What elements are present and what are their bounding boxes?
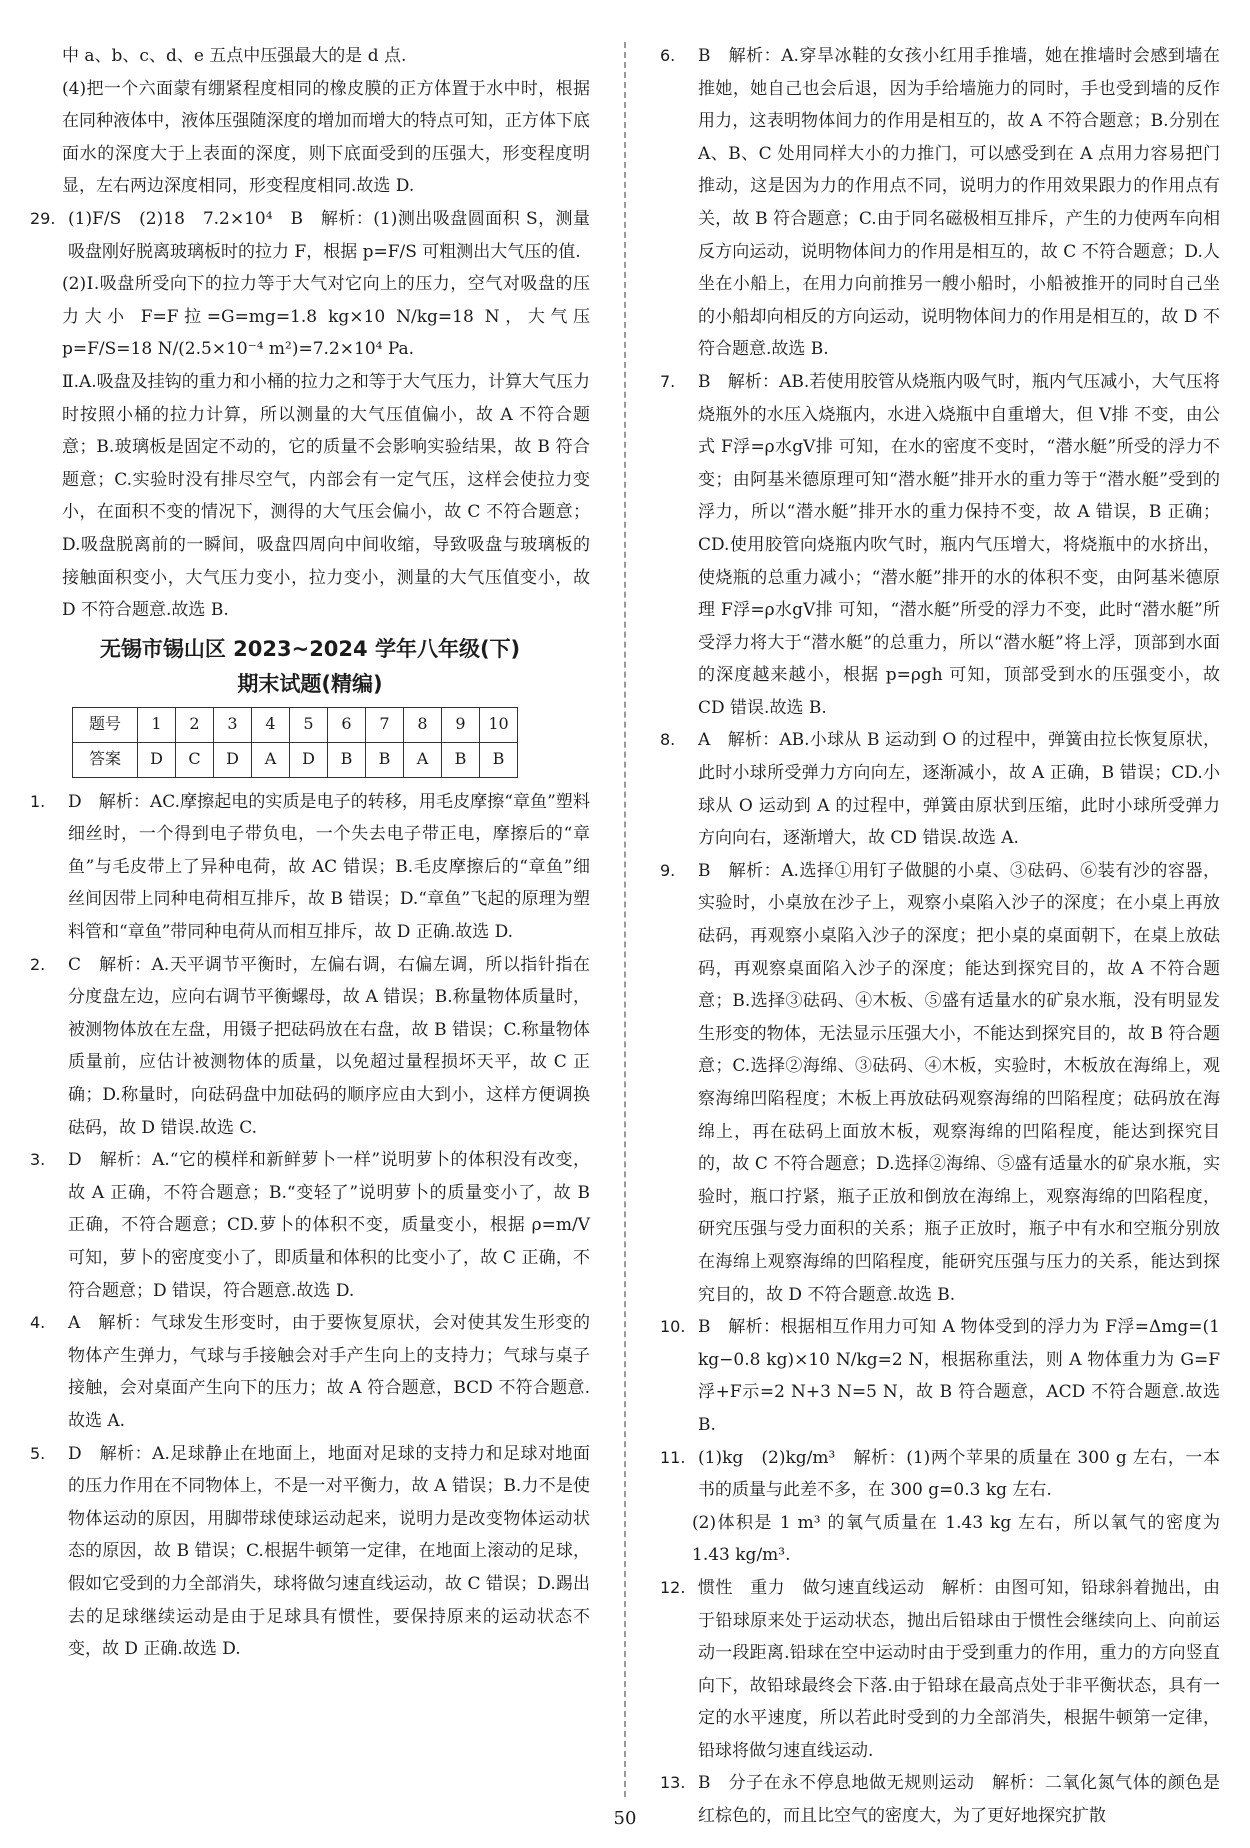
question-11 [660, 1442, 1220, 1507]
question-12 [660, 1572, 1220, 1768]
exam-title: 无锡市锡山区 2023~2024 学年八年级(下) [99, 636, 521, 661]
table-cell: 4 [252, 707, 290, 742]
question-text: B 解析：A.穿旱冰鞋的女孩小红用手推墙，她在推墙时会感到墙在推她，她自己也会后退，因为手给墙施力的同时，手也受到墙的反作用力，这表明物体间力的作用是相互的，故 A 不符合题意；B.分别在 A、B、C 处用同样大小的力推门，可以感受到在 A 点用力容易把门推动，这是因为力的作用点不同，说明力的作用效果跟力的作用点有关，故 B 符合题意；C.由于同名磁极相互排斥，产生的力使两车向相反方向运动，说明物体间力的作用是相互的，故 C 不符合题意；D.人坐在小船上，在用力向前推另一艘小船时，小船被推开的同时自己坐的小船却向相反的方向运动，说明物体间力的作用是相互的，故 D 不符合题意.故选 B. [698, 46, 1220, 360]
question-text: B 分子在永不停息地做无规则运动 解析：二氧化氮气体的颜色是红棕色的，而且比空气的密度大，为了更好地探究扩散 [698, 1773, 1220, 1827]
page-number: 50 [613, 1808, 637, 1829]
question-text: D 解析：AC.摩擦起电的实质是电子的转移，用毛皮摩擦“章鱼”塑料细丝时，一个得到电子带负电，一个失去电子带正电，摩擦后的“章鱼”与毛皮带上了异种电荷，故 AC 错误；B.毛皮摩擦后的“章鱼”细丝间因带上同种电荷相互排斥，故 B 错误；D.“章鱼”飞起的原理为塑料管和“章鱼”带同种电荷从而相互排斥，故 D 正确.故选 D. [68, 791, 590, 943]
question-11-part2: (2)体积是 1 m³ 的氧气质量在 1.43 kg 左右，所以氧气的密度为 1.43 kg/m³. [692, 1512, 1220, 1566]
table-cell: 7 [366, 707, 404, 742]
question-text: A 解析：AB.小球从 B 运动到 O 的过程中，弹簧由拉长恢复原状，此时小球所受弹力方向向左，逐渐减小，故 A 正确，B 错误；CD.小球从 O 运动到 A 的过程中，弹簧由原状到压缩，此时小球所受弹力方向向右，逐渐增大，故 CD 错误.故选 A. [698, 730, 1220, 849]
question-text: D 解析：A.足球静止在地面上，地面对足球的支持力和足球对地面的压力作用在不同物体上，不是一对平衡力，故 A 错误；B.力不是使物体运动的原因，用脚带球使球运动起来，说明力是改变物体运动状态的原因，故 B 错误；C.根据牛顿第一定律，在地面上滚动的足球，假如它受到的力全部消失，球将做匀速直线运动，故 C 错误；D.踢出去的足球继续运动是由于足球具有惯性，要保持原来的运动状态不变，故 D 正确.故选 D. [68, 1443, 590, 1660]
table-cell: 9 [442, 707, 480, 742]
question-8 [660, 724, 1220, 854]
question-number: 6. [660, 46, 676, 65]
table-cell: A [252, 742, 290, 777]
table-cell: A [404, 742, 442, 777]
question-29 [30, 203, 590, 268]
question-number: 29. [30, 208, 56, 228]
table-answer-label: 答案 [73, 742, 138, 777]
exam-subtitle: 期末试题(精编) [237, 671, 383, 696]
question-number: 9. [660, 860, 676, 880]
table-cell: D [138, 742, 176, 777]
question-number: 3. [30, 1150, 46, 1170]
table-cell: 1 [138, 707, 176, 742]
question-number: 1. [30, 791, 46, 811]
table-cell: B [442, 742, 480, 777]
right-column [660, 40, 1220, 1833]
question-text: D 解析：A.“它的模样和新鲜萝卜一样”说明萝卜的体积没有改变，故 A 正确，不符合题意；B.“变轻了”说明萝卜的质量变小了，故 B 正确，不符合题意；CD.萝卜的体积不变，质量变小，根据 ρ=m/V 可知，萝卜的密度变小了，即质量和体积的比变小了，故 C 正确，不符合题意；D 错误，符合题意.故选 D. [68, 1150, 590, 1301]
table-cell: 3 [214, 707, 252, 742]
question-number: 4. [30, 1313, 46, 1333]
question-29-part2: (2)Ⅰ.吸盘所受向下的拉力等于大气对它向上的压力，空气对吸盘的压力大小 F=F拉=G=mg=1.8 kg×10 N/kg=18 N，大气压 p=F/S=18 N/(2.5×10⁻⁴ m²)=7.2×10⁴ Pa. [62, 274, 590, 360]
question-number: 13. [660, 1773, 686, 1793]
question-text: (1)kg (2)kg/m³ 解析：(1)两个苹果的质量在 300 g 左右，一本书的质量与此差不多，在 300 g=0.3 kg 左右. [698, 1447, 1220, 1501]
question-1 [30, 786, 590, 949]
answer-table-header-row [73, 707, 518, 742]
table-cell: 5 [290, 707, 328, 742]
question-10 [660, 1311, 1220, 1441]
question-9 [660, 855, 1220, 1311]
question-number: 7. [660, 371, 676, 391]
table-cell: 2 [176, 707, 214, 742]
answer-table [72, 707, 518, 778]
table-cell: 10 [480, 707, 518, 742]
question-text: A 解析：气球发生形变时，由于要恢复原状，会对使其发生形变的物体产生弹力，气球与手接触会对手产生向上的支持力；气球与桌子接触，会对桌面产生向下的压力；故 A 符合题意，BCD 不符合题意.故选 A. [68, 1313, 590, 1431]
question-4 [30, 1307, 590, 1437]
table-cell: C [176, 742, 214, 777]
question-text: C 解析：A.天平调节平衡时，左偏右调，右偏左调，所以指针指在分度盘左边，应向右调节平衡螺母，故 A 错误；B.称量物体质量时，被测物体放在左盘，用镊子把砝码放在右盘，故 B 错误；C.称量物体质量前，应估计被测物体的质量，以免超过量程损坏天平，故 C 正确；D.称量时，向砝码盘中加砝码的顺序应由大到小，这样方便调换砝码，故 D 错误.故选 C. [68, 954, 590, 1138]
question-text: B 解析：AB.若使用胶管从烧瓶内吸气时，瓶内气压减小，大气压将烧瓶外的水压入烧瓶内，水进入烧瓶中自重增大，但 V排 不变，由公式 F浮=ρ水gV排 可知，在水的密度不变时，“潜水艇”所受的浮力不变；由阿基米德原理可知“潜水艇”排开水的重力等于“潜水艇”受到的浮力，所以“潜水艇”排开水的重力保持不变，故 A 错误，B 正确；CD.使用胶管向烧瓶内吹气时，瓶内气压增大，将烧瓶中的水挤出，使烧瓶的总重力减小；“潜水艇”排开的水的体积不变，由阿基米德原理 F浮=ρ水gV排 可知，“潜水艇”所受的浮力不变，此时“潜水艇”所受浮力将大于“潜水艇”的总重力，所以“潜水艇”将上浮，顶部到水面的深度越来越小，根据 p=ρgh 可知，顶部受到水的压强变小，故 CD 错误.故选 B. [698, 371, 1220, 718]
prev-question-part4: (4)把一个六面蒙有绷紧程度相同的橡皮膜的正方体置于水中时，根据在同种液体中，液体压强随深度的增加而增大的特点可知，正方体下底面水的深度大于上表面的深度，则下底面受到的压强大，形变程度明显，左右两边深度相同，形变程度相同.故选 D. [62, 78, 590, 197]
question-29-part3: Ⅱ.A.吸盘及挂钩的重力和小桶的拉力之和等于大气压力，计算大气压力时按照小桶的拉力计算，所以测量的大气压值偏小，故 A 不符合题意；B.玻璃板是固定不动的，它的质量不会影响实验结果，故 B 符合题意；C.实验时没有排尽空气，内部会有一定气压，这样会使拉力变小，在面积不变的情况下，测得的大气压会偏小，故 C 不符合题意；D.吸盘脱离前的一瞬间，吸盘四周向中间收缩，导致吸盘与玻璃板的接触面积变小，大气压力变小，拉力变小，测量的大气压值变小，故 D 不符合题意.故选 B. [62, 371, 590, 621]
question-number: 5. [30, 1443, 46, 1463]
question-number: 10. [660, 1317, 686, 1337]
question-5 [30, 1438, 590, 1666]
table-cell: 8 [404, 707, 442, 742]
table-cell: B [328, 742, 366, 777]
question-2 [30, 949, 590, 1145]
question-number: 2. [30, 954, 46, 974]
prev-question-tail: 中 a、b、c、d、e 五点中压强最大的是 d 点. [62, 46, 407, 66]
table-cell: B [480, 742, 518, 777]
answer-table-answer-row [73, 742, 518, 777]
table-cell: D [214, 742, 252, 777]
question-text: B 解析：根据相互作用力可知 A 物体受到的浮力为 F浮=Δmg=(1 kg−0.8 kg)×10 N/kg=2 N，根据称重法，则 A 物体重力为 G=F浮+F示=2 N+3 N=5 N，故 B 符合题意，ACD 不符合题意.故选 B. [698, 1317, 1220, 1435]
question-text: B 解析：A.选择①用钉子做腿的小桌、③砝码、⑥装有沙的容器，实验时，小桌放在沙子上，观察小桌陷入沙子的深度；在小桌上再放砝码，再观察小桌陷入沙子的深度；把小桌的桌面朝下，在桌上放砝码，再观察桌面陷入沙子的深度；能达到探究目的，故 A 不符合题意；B.选择③砝码、④木板、⑤盛有适量水的矿泉水瓶，没有明显发生形变的物体，无法显示压强大小，不能达到探究目的，故 B 符合题意；C.选择②海绵、③砝码、④木板，实验时，木板放在海绵上，观察海绵凹陷程度；木板上再放砝码观察海绵的凹陷程度；砝码放在海绵上，再在砝码上面放木板，观察海绵的凹陷程度，能达到探究目的，故 C 不符合题意；D.选择②海绵、⑤盛有适量水的矿泉水瓶，实验时，瓶口拧紧，瓶子正放和倒放在海绵上，观察海绵的凹陷程度，研究压强与受力面积的关系；瓶子正放时，瓶子中有水和空瓶分别放在海绵上观察海绵的凹陷程度，能研究压强与压力的关系，能达到探究目的，故 D 不符合题意.故选 B. [698, 860, 1220, 1305]
table-cell: D [290, 742, 328, 777]
question-7 [660, 366, 1220, 725]
table-cell: B [366, 742, 404, 777]
table-header-label: 题号 [73, 707, 138, 742]
table-cell: 6 [328, 707, 366, 742]
question-29-text: (1)F/S (2)18 7.2×10⁴ B 解析：(1)测出吸盘圆面积 S，测量吸盘刚好脱离玻璃板时的拉力 F，根据 p=F/S 可粗测出大气压的值. [68, 208, 590, 262]
left-column [30, 40, 590, 1666]
question-text: 惯性 重力 做匀速直线运动 解析：由图可知，铅球斜着抛出，由于铅球原来处于运动状态，抛出后铅球由于惯性会继续向上、向前运动一段距离.铅球在空中运动时由于受到重力的作用，重力的方向竖直向下，故铅球最终会下落.由于铅球在最高点处于非平衡状态，具有一定的水平速度，所以若此时受到的力全部消失，根据牛顿第一定律，铅球将做匀速直线运动. [698, 1577, 1220, 1761]
question-number: 8. [660, 730, 676, 750]
question-6 [660, 40, 1220, 366]
question-number: 11. [660, 1447, 686, 1467]
question-3 [30, 1144, 590, 1307]
question-number: 12. [660, 1577, 686, 1597]
column-divider [624, 42, 626, 1797]
